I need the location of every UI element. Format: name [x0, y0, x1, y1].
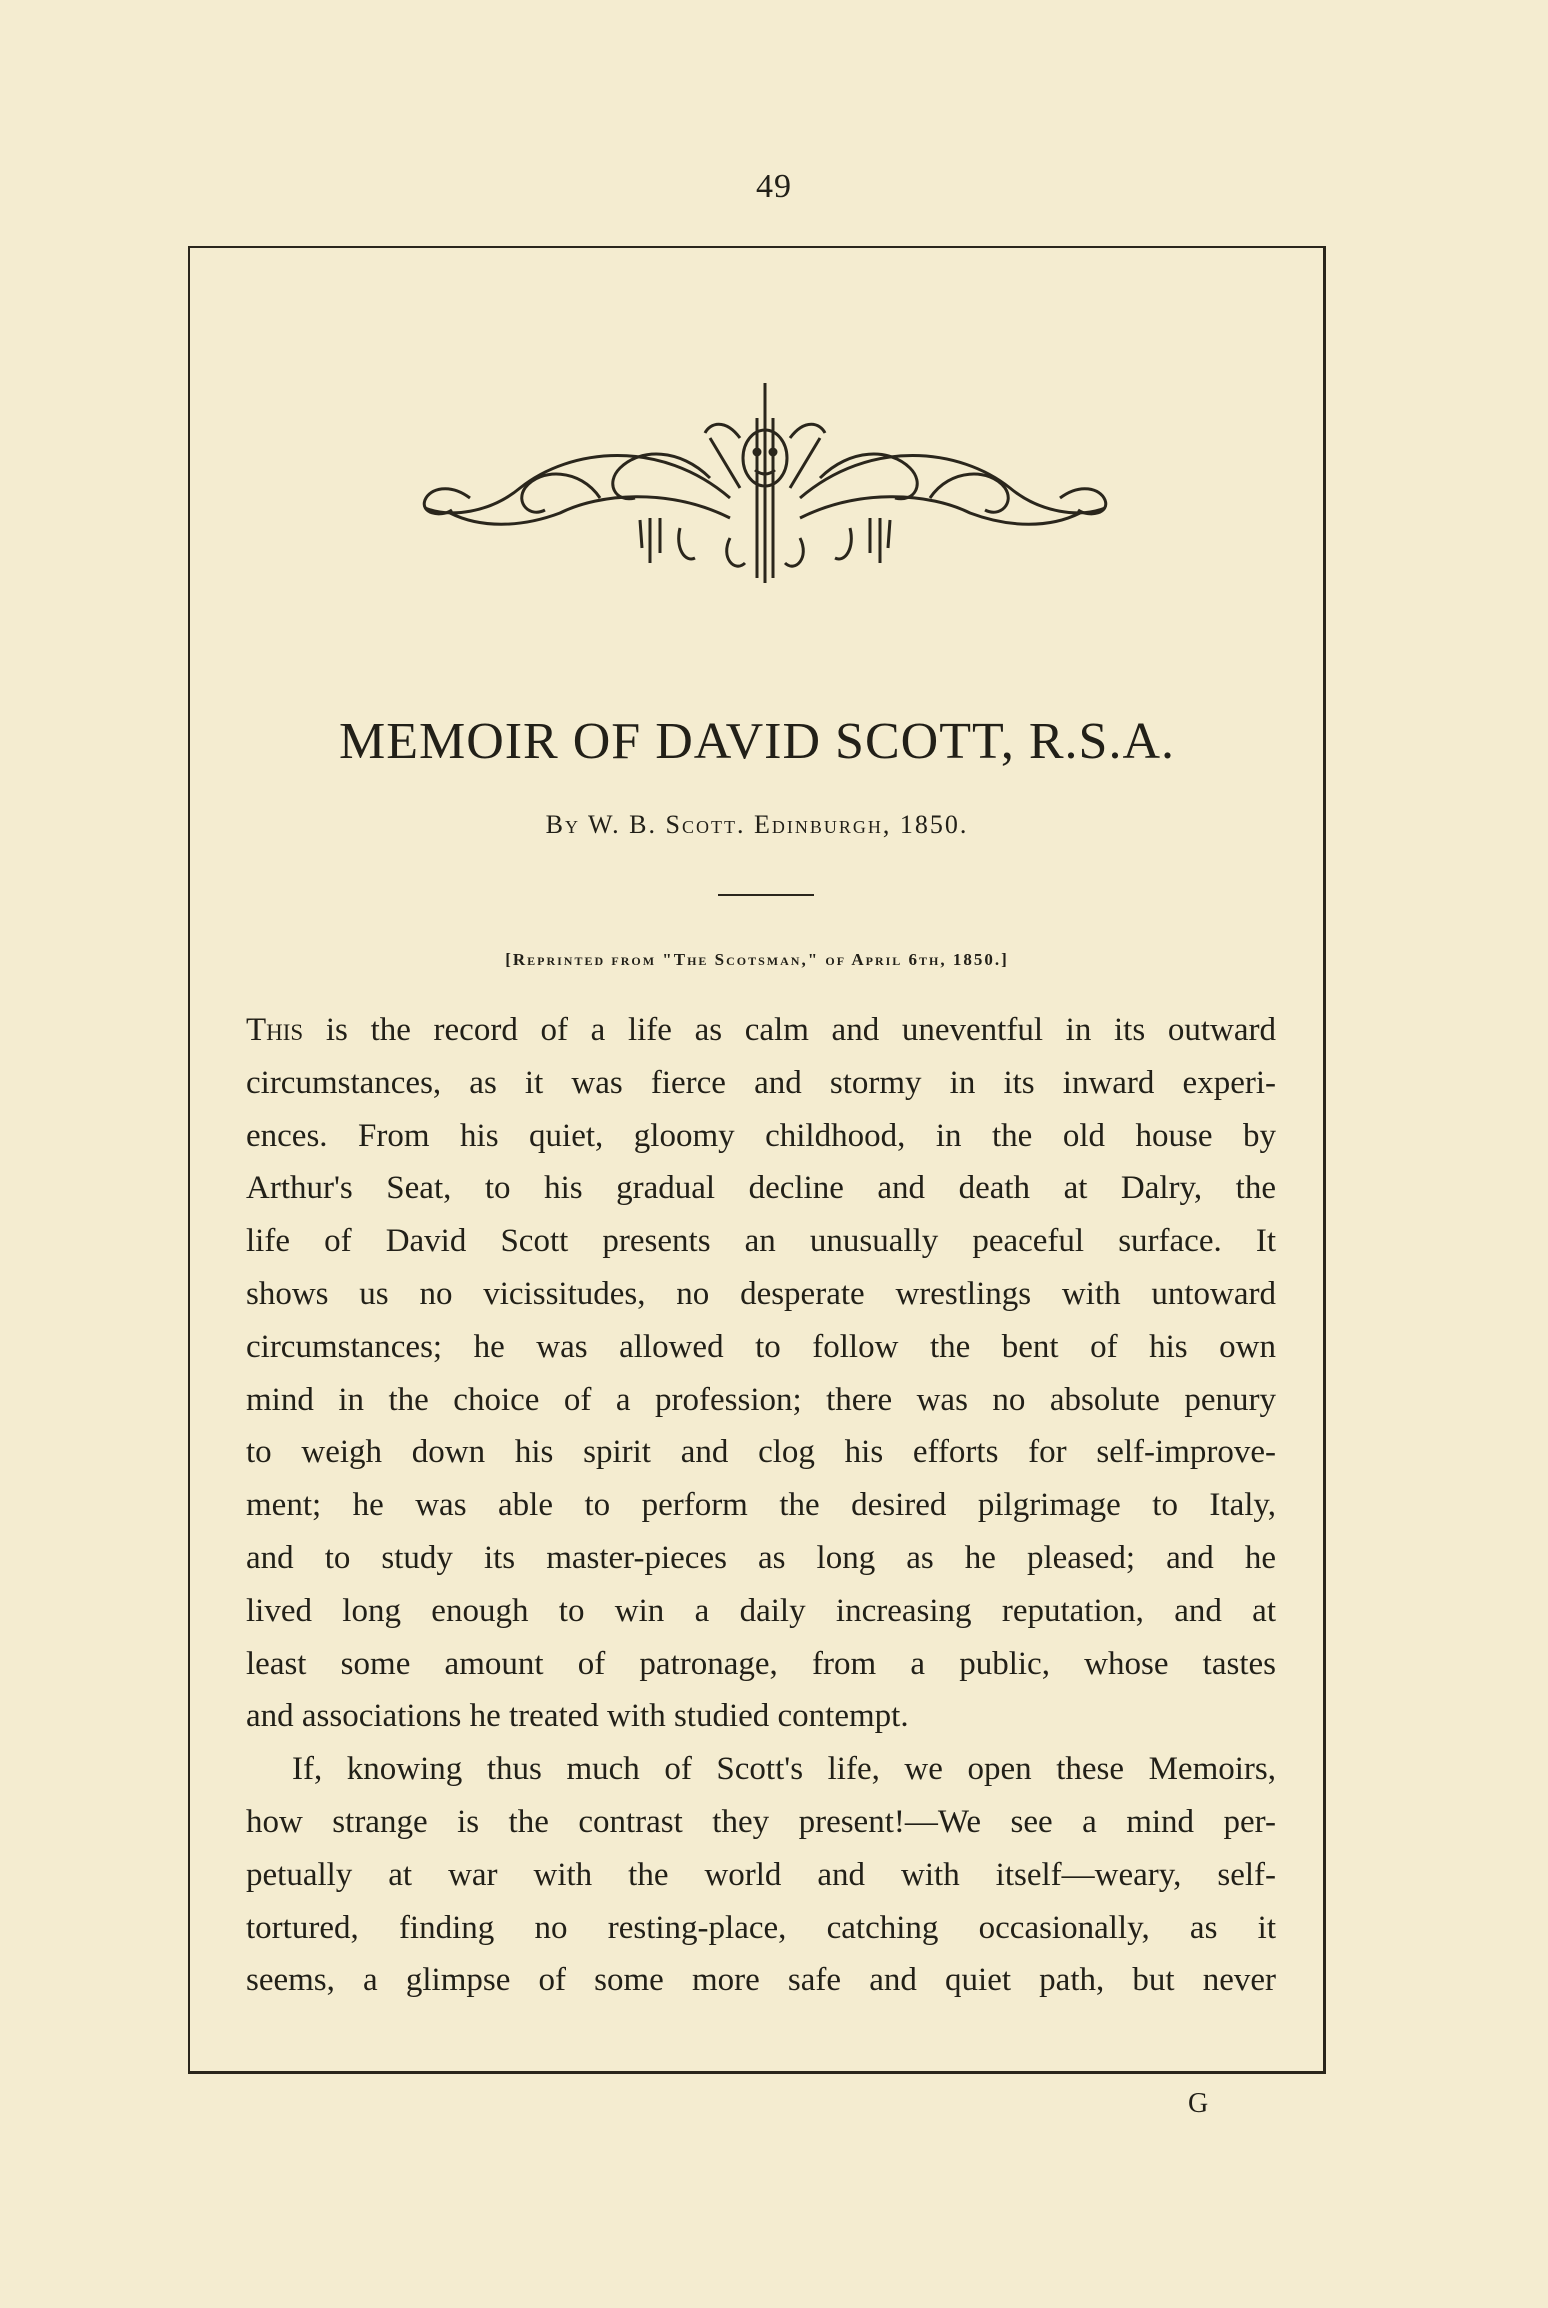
text-line	[246, 1743, 1276, 1796]
text-line: Arthur's Seat, to his gradual decline and death at Dalry, the	[246, 1170, 1276, 1207]
memoir-title: MEMOIR OF DAVID SCOTT, R.S.A.	[338, 713, 1176, 770]
text-line: ences. From his quiet, gloomy childhood, in the old house by	[246, 1117, 1276, 1154]
text-line-content: If, knowing thus much of Scott's life, we open these Memoirs,	[292, 1751, 1276, 1788]
title-rule	[718, 894, 814, 896]
text-line: mind in the choice of a profession; there was no absolute penury	[246, 1381, 1276, 1418]
text-line: how strange is the contrast they present!—We see a mind per-	[246, 1803, 1276, 1840]
text-line: tortured, finding no resting-place, catching occasionally, as it	[246, 1909, 1276, 1946]
text-line: seems, a glimpse of some more safe and quiet path, but never	[246, 1962, 1276, 1999]
signature-mark: G	[1188, 2088, 1209, 2119]
reprint-note: [Reprinted from "The Scotsman," of April 6th, 1850.]	[505, 950, 1009, 969]
text-line	[246, 1004, 1276, 1057]
page-number: 49	[756, 168, 792, 205]
text-line: and to study its master-pieces as long as he pleased; and he	[246, 1539, 1276, 1576]
text-line: petually at war with the world and with itself—weary, self-	[246, 1856, 1276, 1893]
text-line: to weigh down his spirit and clog his efforts for self-improve-	[246, 1434, 1276, 1471]
byline: By W. B. Scott. Edinburgh, 1850.	[545, 810, 969, 839]
text-line-content: is the record of a life as calm and uneventful in its outward	[303, 1012, 1276, 1048]
text-line: and associations he treated with studied contempt.	[246, 1698, 909, 1735]
text-line: circumstances; he was allowed to follow the bent of his own	[246, 1328, 1276, 1365]
ornament-headpiece	[410, 378, 1120, 588]
first-word: This	[246, 1012, 304, 1048]
text-line: shows us no vicissitudes, no desperate wrestlings with untoward	[246, 1275, 1276, 1312]
text-line: ment; he was able to perform the desired pilgrimage to Italy,	[246, 1487, 1276, 1524]
text-line: circumstances, as it was fierce and stormy in its inward experi-	[246, 1064, 1276, 1101]
text-line: life of David Scott presents an unusually peaceful surface. It	[246, 1223, 1276, 1260]
text-line: least some amount of patronage, from a public, whose tastes	[246, 1645, 1276, 1682]
body-text	[246, 1004, 1276, 2007]
text-line: lived long enough to win a daily increasing reputation, and at	[246, 1592, 1276, 1629]
